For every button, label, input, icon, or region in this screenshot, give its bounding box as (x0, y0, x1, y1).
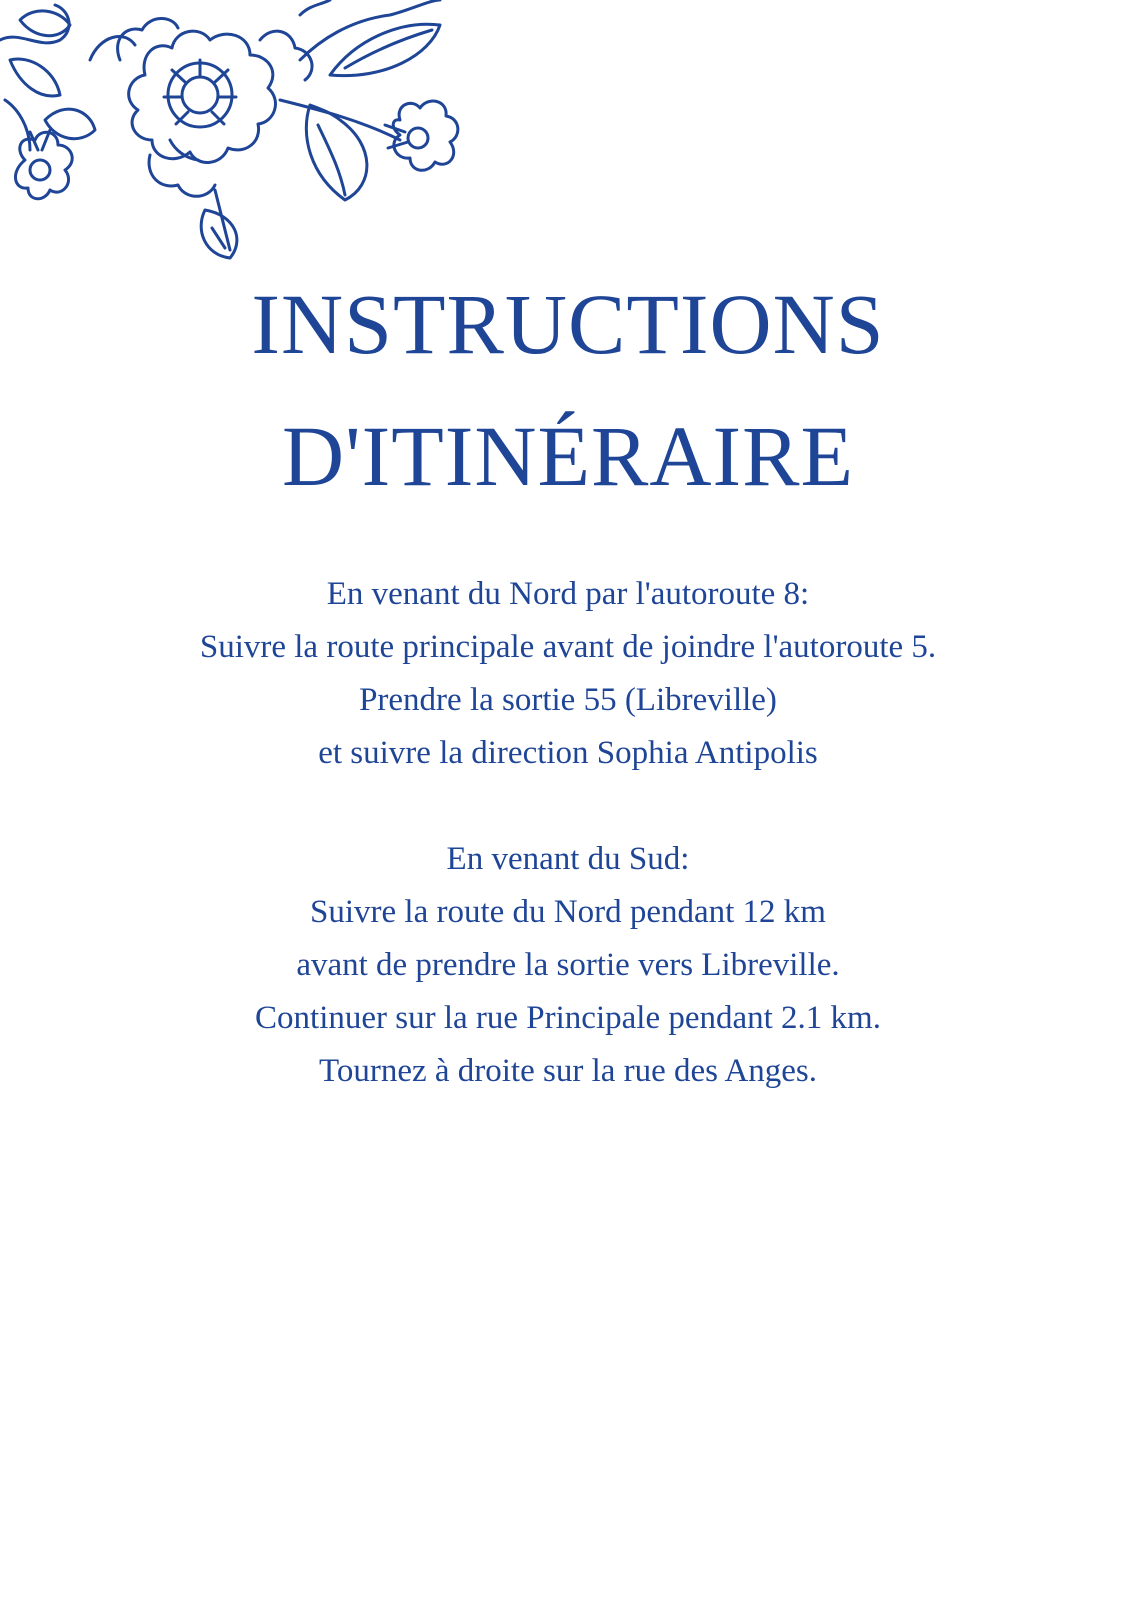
title-line-1: INSTRUCTIONS (251, 276, 885, 372)
section-south (0, 833, 1136, 1098)
text-line: En venant du Nord par l'autoroute 8: (326, 576, 810, 612)
section-north (0, 568, 1136, 780)
text-line: Tournez à droite sur la rue des Anges. (318, 1053, 818, 1089)
page-title (0, 258, 1136, 522)
text-line: Continuer sur la rue Principale pendant 2.1 km. (255, 1000, 881, 1036)
directions-text (0, 568, 1136, 1098)
text-line: Suivre la route principale avant de joindre l'autoroute 5. (199, 629, 937, 665)
text-line: et suivre la direction Sophia Antipolis (318, 735, 818, 771)
text-line: Suivre la route du Nord pendant 12 km (310, 894, 826, 930)
title-line-2: D'ITINÉRAIRE (281, 408, 855, 504)
text-line: En venant du Sud: (446, 841, 690, 877)
floral-ornament-icon (0, 0, 480, 270)
text-line: Prendre la sortie 55 (Libreville) (359, 682, 777, 718)
text-line: avant de prendre la sortie vers Libreville. (296, 947, 840, 983)
section-spacer (0, 780, 1136, 833)
